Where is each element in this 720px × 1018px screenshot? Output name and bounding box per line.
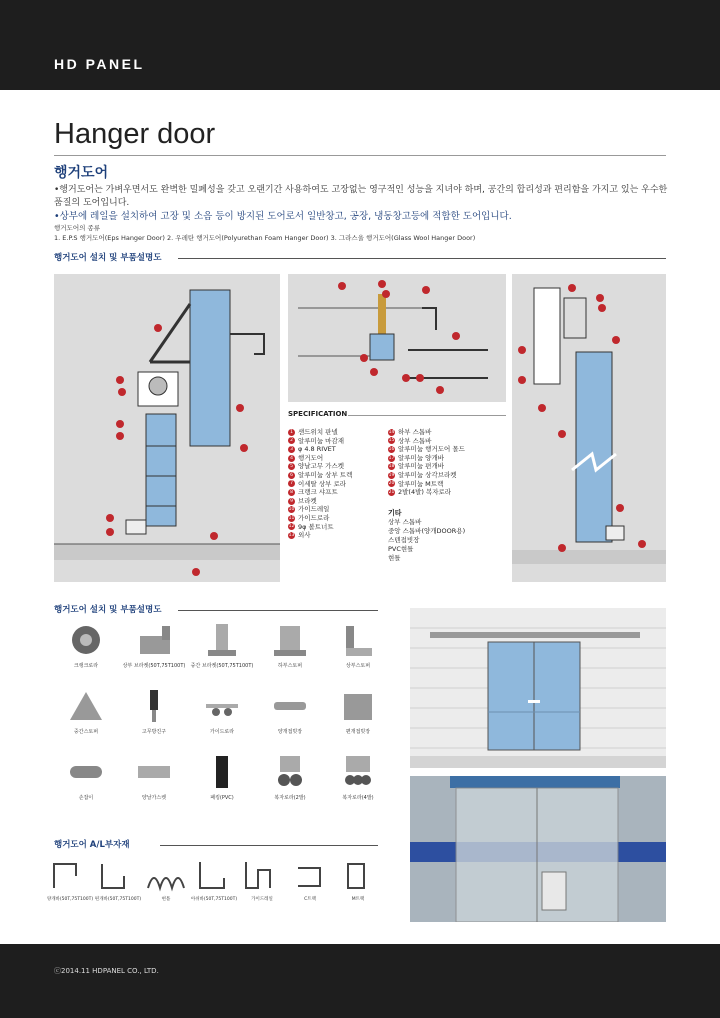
part-label: 양날가스켓 (141, 795, 167, 801)
spec-number-marker: 5 (288, 463, 295, 470)
al-part-label: 가이드레일 (251, 897, 273, 902)
spec-item (388, 488, 465, 497)
section-parts-rule (178, 610, 378, 611)
part-image (338, 752, 378, 792)
diagram-side-view (54, 274, 280, 582)
al-part-item (334, 858, 382, 902)
part-item (122, 686, 186, 735)
al-part-label: C트랙 (304, 897, 316, 902)
spec-number-marker: 6 (288, 472, 295, 479)
part-item (54, 620, 118, 669)
spec-item (388, 437, 465, 446)
part-label: 중간 브라켓(50T,75T100T) (190, 663, 254, 669)
section-parts-title: 행거도어 설치 및 부품설명도 (54, 605, 162, 615)
spec-item (288, 471, 352, 480)
al-part-image (194, 858, 234, 894)
al-part-image (146, 858, 186, 894)
al-part-image (242, 858, 282, 894)
spec-item (288, 437, 352, 446)
part-label: 복자로라(2발) (274, 795, 306, 801)
spec-item (388, 428, 465, 437)
description-bullet-2: •상부에 레일을 설치하여 고장 및 소음 등이 방지된 도어로서 일반창고, 공장, 냉동창고등에 적합한 도어입니다. (54, 211, 512, 222)
part-item (326, 686, 390, 735)
part-label: 상부 브라켓(50T,75T100T) (122, 663, 186, 669)
spec-number-marker: 11 (288, 515, 295, 521)
page-subtitle: 행거도어 (54, 165, 109, 181)
part-image (134, 752, 174, 792)
door-kinds-items: 1. E.P.S 행거도어(Eps Hanger Door) 2. 우레탄 행거도어(Polyurethan Foam Hanger Door) 3. 그라스울 행거도어(Glass Wool Hanger Door) (54, 234, 476, 242)
part-item (190, 686, 254, 735)
spec-item (388, 471, 465, 480)
door-illustration (410, 608, 666, 768)
part-item (122, 752, 186, 801)
al-part-image (290, 858, 330, 894)
al-part-label: 아쉬바(50T,75T100T) (190, 897, 238, 902)
etc-item: 중앙 스톱바(양개DOOR용) (388, 527, 466, 535)
part-image (338, 686, 378, 726)
spec-item-label: 가이드로라 (298, 513, 330, 522)
top-banner (0, 0, 720, 90)
al-part-item (238, 858, 286, 902)
door-kinds (54, 223, 475, 243)
top-detail-drawing (288, 274, 506, 402)
spec-number-marker: 9 (288, 498, 295, 505)
diagram-top-detail (288, 274, 506, 402)
spec-item-label: 9φ 볼트너트 (298, 522, 334, 531)
al-part-image (338, 858, 378, 894)
al-part-label: 현틀 (161, 897, 171, 902)
spec-item (288, 445, 352, 454)
spec-number-marker: 20 (388, 481, 395, 487)
spec-number-marker: 13 (288, 532, 295, 538)
spec-item-label: 2발(4발) 복자로라 (398, 488, 452, 497)
spec-item (288, 531, 352, 540)
spec-number-marker: 7 (288, 480, 295, 487)
description-bullet-1: •행거도어는 가벼우면서도 완벽한 밀폐성을 갖고 오랜기간 사용하여도 고장없는 영구적인 성능을 지녀야 하며, 공간의 합리성과 편리함을 가지고 있는 우수한 품질의 도어입니다. (54, 185, 668, 208)
spec-item (388, 480, 465, 489)
spec-number-marker: 2 (288, 437, 295, 444)
etc-list (388, 518, 465, 563)
spec-item (288, 514, 352, 523)
al-part-label: 편개바(50T,75T100T) (94, 897, 142, 902)
part-label: 중간스토퍼 (73, 729, 99, 735)
diagram-front-view (512, 274, 666, 582)
part-label: 손잡이 (78, 795, 94, 801)
spec-item-label: 크랭크 샤프트 (298, 488, 338, 497)
spec-rule (348, 415, 506, 416)
page-title: Hanger door (54, 118, 216, 150)
spec-item (288, 428, 352, 437)
brand-logo: HD PANEL (54, 56, 145, 72)
front-view-drawing (512, 274, 666, 582)
etc-item: 현틀 (388, 554, 401, 562)
spec-item (288, 488, 352, 497)
spec-item-label: 알루미늄 상각브라켓 (398, 470, 457, 479)
al-part-label: M트랙 (351, 897, 365, 902)
door-illustration-drawing (410, 608, 666, 768)
part-image (202, 752, 242, 792)
spec-item-label: 외사 (298, 531, 311, 540)
al-part-item (46, 858, 94, 902)
section-al-title: 행거도어 A/L부자재 (54, 840, 130, 850)
spec-item-label: 이세탈 상부 로라 (298, 479, 347, 488)
part-label: 양개접빗장 (277, 729, 303, 735)
spec-item-label: 샌드위치 판넬 (298, 428, 338, 436)
spec-item-label: 알루미늄 마감재 (298, 436, 345, 445)
spec-number-marker: 19 (388, 472, 395, 478)
spec-item-label: 알루미늄 M트랙 (398, 479, 444, 488)
part-item (258, 686, 322, 735)
door-photo-drawing (410, 776, 666, 922)
part-image (338, 620, 378, 660)
al-part-image (50, 858, 90, 894)
part-image (270, 620, 310, 660)
part-image (66, 620, 106, 660)
spec-list-left (288, 428, 352, 540)
spec-item-label: 상부 스톱바 (398, 436, 432, 445)
al-part-label: 양개바(50T,75T100T) (46, 897, 94, 902)
spec-item-label: 가이드레일 (298, 505, 330, 514)
spec-item (388, 462, 465, 471)
part-image (134, 620, 174, 660)
part-label: 가이드로라 (209, 729, 235, 735)
spec-number-marker: 4 (288, 455, 295, 462)
part-label: 하부스토퍼 (277, 663, 303, 669)
spec-item-label: 하부 스톱바 (398, 428, 432, 436)
part-item (258, 752, 322, 801)
spec-number-marker: 1 (288, 429, 295, 436)
al-part-image (98, 858, 138, 894)
door-kinds-label: 행거도어의 종류 (54, 224, 101, 232)
spec-item (288, 505, 352, 514)
part-item (122, 620, 186, 669)
al-part-item (94, 858, 142, 902)
spec-item-label: 행거도어 (298, 453, 324, 462)
spec-item-label: φ 4.8 RIVET (298, 445, 336, 454)
section-al-rule (160, 845, 378, 846)
spec-item (288, 523, 352, 532)
etc-title: 기타 (388, 509, 402, 517)
part-image (270, 752, 310, 792)
side-view-drawing (54, 274, 280, 582)
spec-item-label: 알루미늄 편개바 (398, 462, 445, 471)
spec-number-marker: 10 (288, 507, 295, 513)
part-label: 편개접빗장 (345, 729, 371, 735)
footer-bar (0, 944, 720, 1018)
spec-item-label: 알루미늄 행거도어 몰드 (398, 445, 465, 454)
part-label: 크랭크로라 (73, 663, 99, 669)
part-item (326, 752, 390, 801)
part-image (202, 686, 242, 726)
part-item (54, 686, 118, 735)
spec-item-label: 양날고무 가스켓 (298, 462, 345, 471)
copyright: ⓒ2014.11 HDPANEL CO., LTD. (54, 967, 159, 975)
spec-number-marker: 8 (288, 489, 295, 496)
part-label: 상부스토퍼 (345, 663, 371, 669)
spec-list-right (388, 428, 465, 497)
spec-number-marker: 14 (388, 429, 395, 435)
part-item (190, 620, 254, 669)
door-photo (410, 776, 666, 922)
section-install-rule (178, 258, 666, 259)
spec-item (288, 480, 352, 489)
spec-title: SPECIFICATION (288, 410, 348, 418)
part-label: 고무방진구 (141, 729, 167, 735)
spec-number-marker: 12 (288, 524, 295, 530)
al-part-item (286, 858, 334, 902)
part-item (326, 620, 390, 669)
spec-item-label: 브라켓 (298, 496, 317, 505)
part-image (134, 686, 174, 726)
part-image (66, 752, 106, 792)
spec-number-marker: 17 (388, 455, 395, 461)
spec-number-marker: 18 (388, 464, 395, 470)
part-label: 패킹(PVC) (210, 795, 234, 801)
section-install-title: 행거도어 설치 및 부품설명도 (54, 253, 162, 263)
spec-number-marker: 3 (288, 446, 295, 453)
spec-number-marker: 21 (388, 489, 395, 495)
spec-item-label: 알루미늄 상부 트렉 (298, 470, 353, 479)
title-divider (54, 155, 666, 156)
etc-item: 스텐접빗장 (388, 536, 420, 544)
etc-item: 상부 스톱바 (388, 518, 422, 526)
part-label: 복자로라(4발) (342, 795, 374, 801)
spec-item (288, 462, 352, 471)
part-item (54, 752, 118, 801)
part-item (190, 752, 254, 801)
spec-number-marker: 16 (388, 446, 395, 452)
al-part-item (142, 858, 190, 902)
part-image (66, 686, 106, 726)
spec-item (388, 445, 465, 454)
spec-number-marker: 15 (388, 438, 395, 444)
etc-item: PVC현틀 (388, 545, 414, 553)
al-part-item (190, 858, 238, 902)
part-image (270, 686, 310, 726)
spec-item-label: 알루미늄 양개바 (398, 453, 445, 462)
part-image (202, 620, 242, 660)
part-item (258, 620, 322, 669)
